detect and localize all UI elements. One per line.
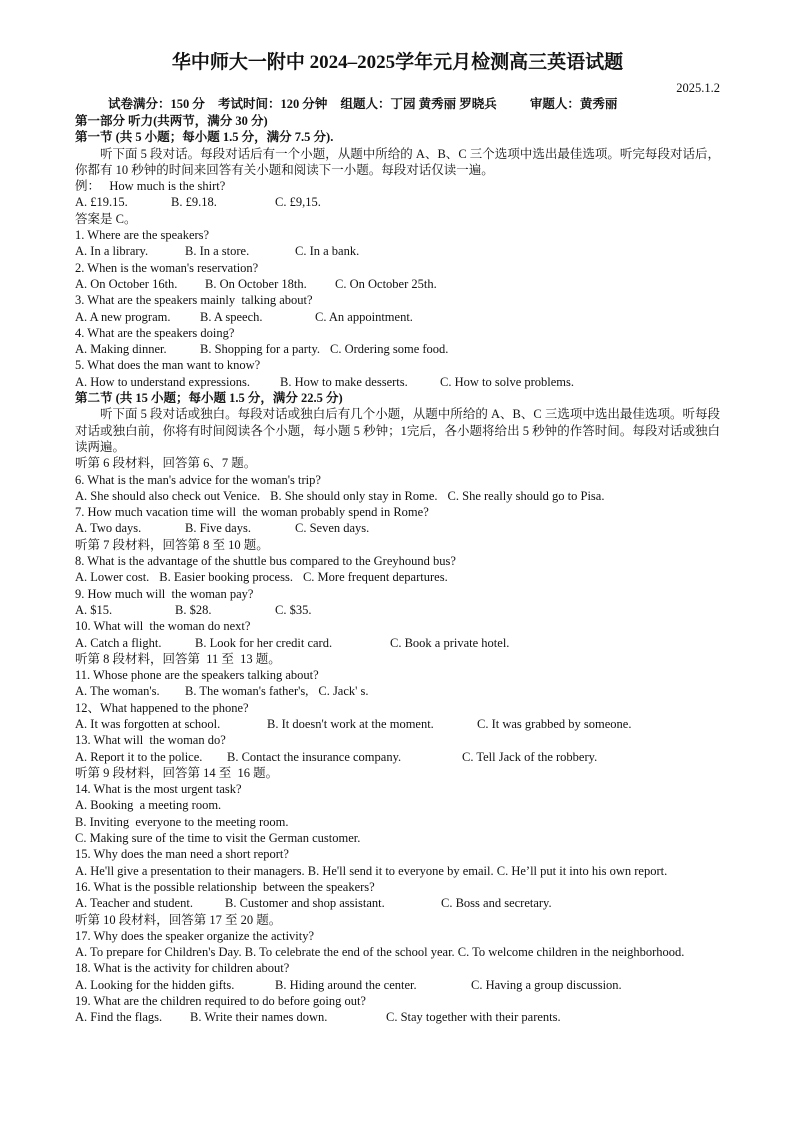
option-a[interactable]: A. $15. bbox=[75, 602, 113, 617]
options-row bbox=[75, 683, 720, 699]
options-row bbox=[75, 309, 720, 325]
section2-instructions: 听下面 5 段对话或独白。每段对话或独白后有几个小题，从题中所给的 A、B、C 三选项中选出最佳选项。听每段对话或独白前，你将有时间阅读各个小题，每小题 5 秒钟；1完后，各小题将给出 5 秒钟的作答时间。每段对话或独白读两遍。 bbox=[75, 407, 720, 454]
option-b[interactable]: B. She should only stay in Rome. bbox=[270, 488, 438, 503]
option-b[interactable]: B. Shopping for a party. bbox=[200, 342, 321, 357]
question-text: 13. What will the woman do? bbox=[75, 733, 226, 748]
question-text: 2. When is the woman's reservation? bbox=[75, 260, 259, 275]
options-row bbox=[75, 374, 720, 390]
question-text: 5. What does the man want to know? bbox=[75, 358, 261, 373]
section1-heading: 第一节 (共 5 小题；每小题 1.5 分，满分 7.5 分). bbox=[75, 130, 334, 145]
question-text: 8. What is the advantage of the shuttle bus compared to the Greyhound bus? bbox=[75, 554, 456, 569]
option-a[interactable]: A. Booking a meeting room. bbox=[75, 798, 222, 813]
option-a[interactable]: A. In a library. bbox=[75, 244, 149, 259]
option-b[interactable]: B. The woman's father's, bbox=[185, 684, 309, 699]
example-option-c: C. £9,15. bbox=[275, 195, 321, 210]
option-b[interactable]: B. How to make desserts. bbox=[280, 374, 408, 389]
option-c[interactable]: C. On October 25th. bbox=[335, 276, 437, 291]
exam-meta bbox=[75, 96, 720, 113]
reviewer: 审题人：黄秀丽 bbox=[529, 97, 618, 111]
question-text: 3. What are the speakers mainly talking about? bbox=[75, 293, 313, 308]
option-a[interactable]: A. Lower cost. bbox=[75, 570, 150, 585]
question-text: 14. What is the most urgent task? bbox=[75, 782, 242, 797]
example-option-b: B. £9.18. bbox=[171, 195, 217, 210]
option-c[interactable]: C. Jack' s. bbox=[318, 684, 369, 699]
option-c[interactable]: C. Stay together with their parents. bbox=[386, 1010, 561, 1025]
options-row bbox=[75, 749, 720, 765]
question-text: 18. What is the activity for children about? bbox=[75, 961, 290, 976]
option-c[interactable]: C. Tell Jack of the robbery. bbox=[462, 749, 598, 764]
page-title: 华中师大一附中 2024–2025学年元月检测高三英语试题 bbox=[171, 52, 624, 73]
option-a[interactable]: A. Teacher and student. bbox=[75, 896, 193, 911]
option-c[interactable]: C. Seven days. bbox=[295, 521, 370, 536]
exam-time: 考试时间：120 分钟 bbox=[218, 97, 328, 111]
options-row bbox=[75, 341, 720, 357]
question-text: 15. Why does the man need a short report? bbox=[75, 847, 289, 862]
option-a[interactable]: A. Report it to the police. bbox=[75, 749, 203, 764]
option-b[interactable]: B. Hiding around the center. bbox=[275, 977, 417, 992]
option-a[interactable]: A. On October 16th. bbox=[75, 276, 178, 291]
question-text: 9. How much will the woman pay? bbox=[75, 586, 254, 601]
question-text: 16. What is the possible relationship between the speakers? bbox=[75, 879, 375, 894]
question-text: 11. Whose phone are the speakers talking about? bbox=[75, 668, 319, 683]
compilers: 组题人：丁园 黄秀丽 罗晓兵 bbox=[340, 97, 497, 111]
option-c[interactable]: C. Having a group discussion. bbox=[471, 977, 622, 992]
option-b[interactable]: B. Look for her credit card. bbox=[195, 635, 333, 650]
option-b[interactable]: B. $28. bbox=[175, 602, 212, 617]
option-c[interactable]: C. She really should go to Pisa. bbox=[447, 488, 605, 503]
option-c[interactable]: C. How to solve problems. bbox=[440, 374, 575, 389]
option-c[interactable]: C. It was grabbed by someone. bbox=[477, 716, 632, 731]
exam-date: 2025.1.2 bbox=[676, 81, 720, 95]
section2-heading: 第二节 (共 15 小题；每小题 1.5 分，满分 22.5 分) bbox=[75, 391, 343, 406]
option-a[interactable]: A. Looking for the hidden gifts. bbox=[75, 977, 235, 992]
option-b[interactable]: B. Write their names down. bbox=[190, 1010, 328, 1025]
example-options bbox=[75, 194, 720, 210]
option-a[interactable]: A. Catch a flight. bbox=[75, 635, 162, 650]
question-text: 10. What will the woman do next? bbox=[75, 619, 251, 634]
material-instruction: 听第 10 段材料，回答第 17 至 20 题。 bbox=[75, 912, 282, 927]
section1-instructions: 听下面 5 段对话。每段对话后有一个小题，从题中所给的 A、B、C 三个选项中选出最佳选项。听完每段对话后，你都有 10 秒钟的时间来回答有关小题和阅读下一小题。每段对话仅读一遍。 bbox=[75, 146, 720, 177]
options-row bbox=[75, 243, 720, 259]
material-instruction: 听第 6 段材料，回答第 6、7 题。 bbox=[75, 456, 257, 471]
section2-questions bbox=[75, 455, 720, 1025]
options-row bbox=[75, 895, 720, 911]
options-row bbox=[75, 977, 720, 993]
material-instruction: 听第 7 段材料，回答第 8 至 10 题。 bbox=[75, 537, 269, 552]
options-paragraph[interactable]: A. He'll give a presentation to their managers. B. He'll send it to everyone by email. C. He’ll put it into his own report. bbox=[75, 863, 668, 878]
example-question: 例： How much is the shirt? bbox=[75, 179, 226, 194]
question-text: 1. Where are the speakers? bbox=[75, 228, 210, 243]
option-a[interactable]: A. She should also check out Venice. bbox=[75, 488, 261, 503]
option-c[interactable]: C. $35. bbox=[275, 602, 312, 617]
question-text: 17. Why does the speaker organize the activity? bbox=[75, 928, 315, 943]
full-score: 试卷满分：150 分 bbox=[108, 97, 205, 111]
question-text: 4. What are the speakers doing? bbox=[75, 325, 235, 340]
question-text: 7. How much vacation time will the woman probably spend in Rome? bbox=[75, 505, 429, 520]
option-c[interactable]: C. In a bank. bbox=[295, 244, 360, 259]
option-b[interactable]: B. Contact the insurance company. bbox=[227, 749, 402, 764]
option-b[interactable]: B. Customer and shop assistant. bbox=[225, 896, 385, 911]
option-b[interactable]: B. Inviting everyone to the meeting room. bbox=[75, 814, 289, 829]
options-row bbox=[75, 602, 720, 618]
example-answer: 答案是 C。 bbox=[75, 211, 137, 226]
options-row bbox=[75, 276, 720, 292]
options-row bbox=[75, 635, 720, 651]
question-text: 19. What are the children required to do before going out? bbox=[75, 994, 366, 1009]
material-instruction: 听第 8 段材料，回答第 11 至 13 题。 bbox=[75, 651, 281, 666]
option-b[interactable]: B. Five days. bbox=[185, 521, 251, 536]
options-paragraph[interactable]: A. To prepare for Children's Day. B. To celebrate the end of the school year. C. To welcome children in the neighborhood. bbox=[75, 945, 685, 960]
option-c[interactable]: C. An appointment. bbox=[315, 309, 413, 324]
option-a[interactable]: A. A new program. bbox=[75, 309, 171, 324]
option-b[interactable]: B. It doesn't work at the moment. bbox=[267, 716, 434, 731]
option-a[interactable]: A. How to understand expressions. bbox=[75, 374, 250, 389]
option-a[interactable]: A. Find the flags. bbox=[75, 1010, 163, 1025]
options-row bbox=[75, 488, 720, 504]
option-a[interactable]: A. Two days. bbox=[75, 521, 142, 536]
option-c[interactable]: C. Making sure of the time to visit the German customer. bbox=[75, 831, 361, 846]
question-text: 6. What is the man's advice for the woman's trip? bbox=[75, 472, 321, 487]
option-b[interactable]: B. A speech. bbox=[200, 309, 263, 324]
options-row bbox=[75, 520, 720, 536]
material-instruction: 听第 9 段材料，回答第 14 至 16 题。 bbox=[75, 765, 279, 780]
exam-page bbox=[75, 50, 720, 1026]
option-c[interactable]: C. Ordering some food. bbox=[330, 342, 449, 357]
example-option-a: A. £19.15. bbox=[75, 195, 128, 210]
option-b[interactable]: B. On October 18th. bbox=[205, 276, 307, 291]
options-row bbox=[75, 569, 720, 585]
question-text: 12、What happened to the phone? bbox=[75, 700, 249, 715]
option-a[interactable]: A. The woman's. bbox=[75, 684, 160, 699]
section1-questions bbox=[75, 227, 720, 390]
option-c[interactable]: C. Book a private hotel. bbox=[390, 635, 510, 650]
option-c[interactable]: C. More frequent departures. bbox=[302, 570, 448, 585]
option-b[interactable]: B. In a store. bbox=[185, 244, 250, 259]
part1-heading: 第一部分 听力(共两节，满分 30 分) bbox=[75, 114, 268, 128]
option-c[interactable]: C. Boss and secretary. bbox=[441, 896, 552, 911]
option-b[interactable]: B. Easier booking process. bbox=[159, 570, 293, 585]
options-row bbox=[75, 1009, 720, 1025]
option-a[interactable]: A. It was forgotten at school. bbox=[75, 716, 221, 731]
option-a[interactable]: A. Making dinner. bbox=[75, 342, 167, 357]
options-row bbox=[75, 716, 720, 732]
